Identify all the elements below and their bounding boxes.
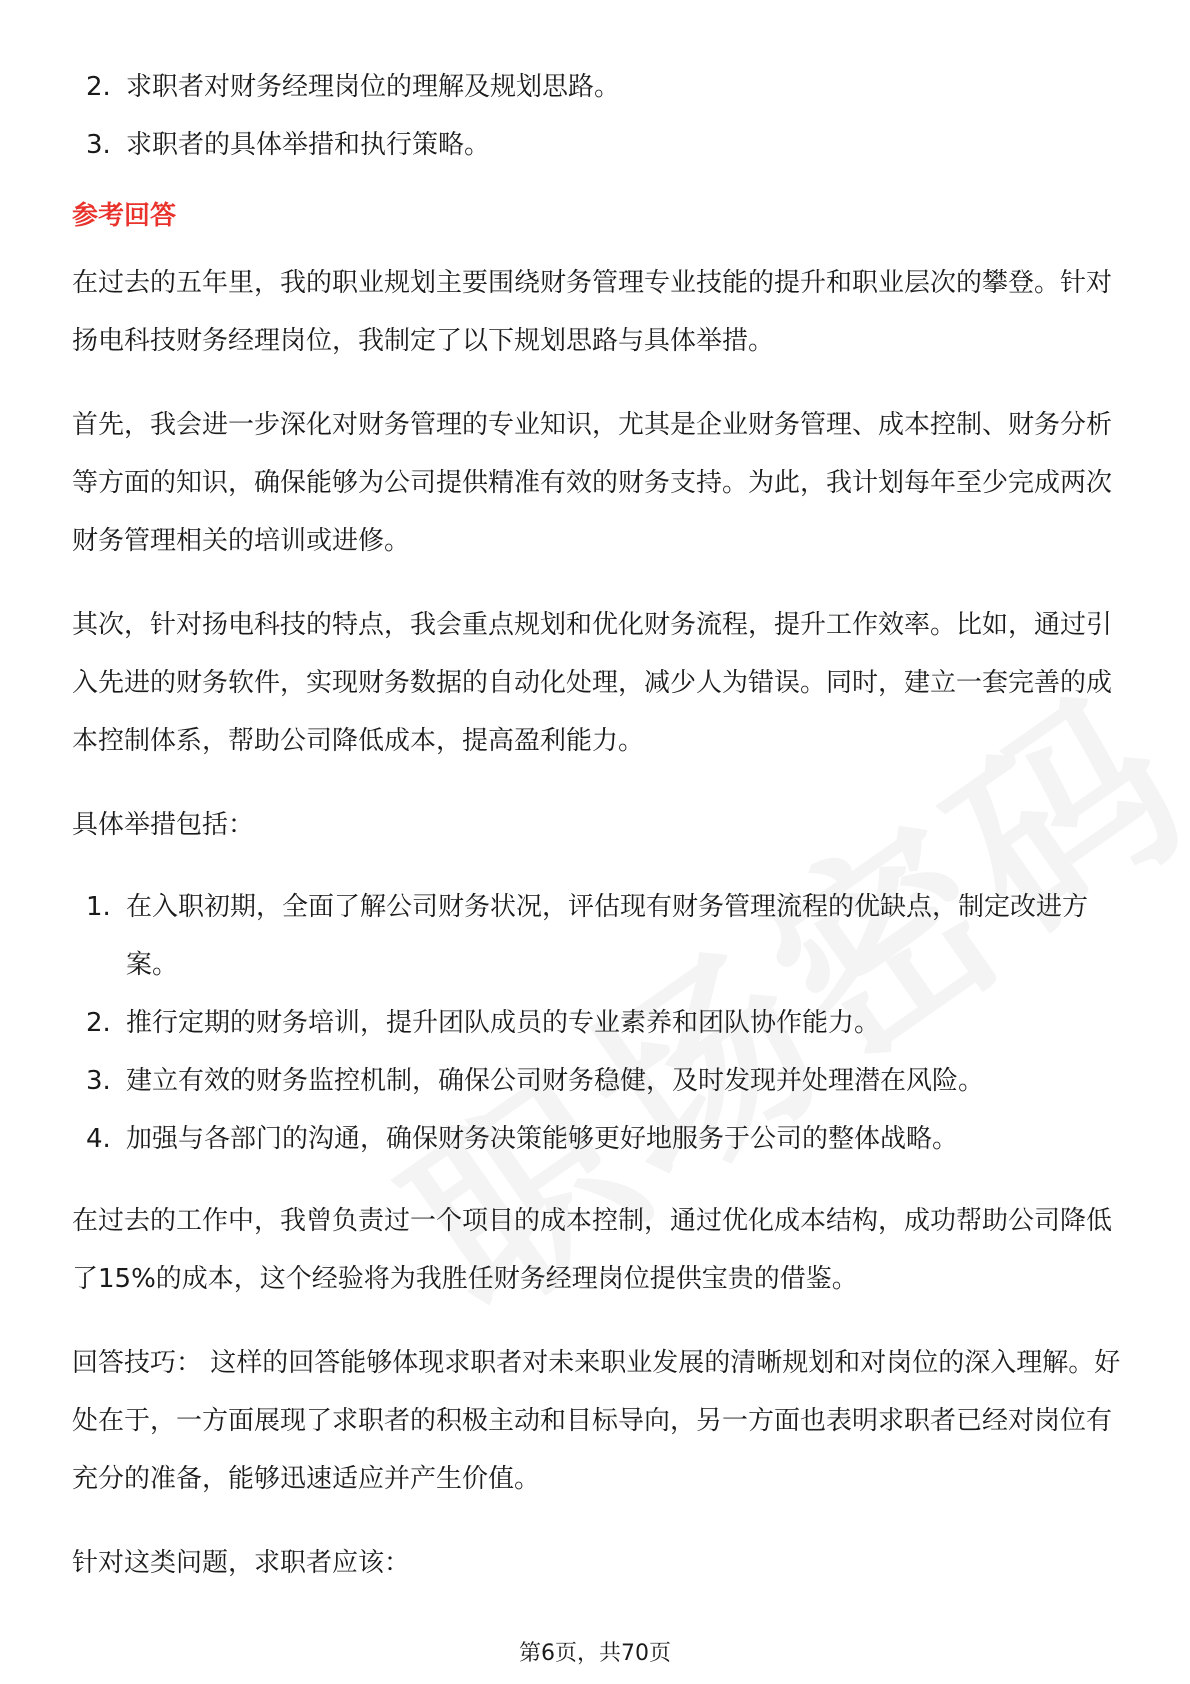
list-item: [72, 878, 1122, 994]
list-item-number: 2.: [86, 72, 111, 102]
list-item-text: 在入职初期，全面了解公司财务状况，评估现有财务管理流程的优缺点，制定改进方案。: [126, 892, 1089, 980]
list-item: [72, 994, 1122, 1052]
answer-heading: 参考回答: [72, 201, 177, 231]
page-content: [72, 58, 1122, 1592]
list-item: [72, 1052, 1122, 1110]
list-item: [72, 58, 1122, 116]
paragraph-closing: 针对这类问题，求职者应该：: [72, 1548, 411, 1578]
measures-list: [72, 878, 1122, 1168]
list-item-number: 3.: [86, 1066, 111, 1096]
paragraph-measures-intro: 具体举措包括：: [72, 810, 255, 840]
intro-list: [72, 58, 1122, 174]
list-item-number: 3.: [86, 130, 111, 160]
list-item-number: 1.: [86, 892, 111, 922]
list-item-text: 建立有效的财务监控机制，确保公司财务稳健，及时发现并处理潜在风险。: [126, 1066, 985, 1096]
list-item-text: 加强与各部门的沟通，确保财务决策能够更好地服务于公司的整体战略。: [126, 1124, 959, 1154]
paragraph-second: 其次，针对扬电科技的特点，我会重点规划和优化财务流程，提升工作效率。比如，通过引入先进的财务软件，实现财务数据的自动化处理，减少人为错误。同时，建立一套完善的成本控制体系，帮助公司降低成本，提高盈利能力。: [72, 610, 1113, 756]
paragraph-experience: 在过去的工作中，我曾负责过一个项目的成本控制，通过优化成本结构，成功帮助公司降低了15%的成本，这个经验将为我胜任财务经理岗位提供宝贵的借鉴。: [72, 1206, 1113, 1294]
page-footer: 第6页，共70页: [519, 1641, 671, 1666]
list-item: [72, 116, 1122, 174]
list-item-text: 求职者对财务经理岗位的理解及规划思路。: [126, 72, 621, 102]
paragraph-intro: 在过去的五年里，我的职业规划主要围绕财务管理专业技能的提升和职业层次的攀登。针对扬电科技财务经理岗位，我制定了以下规划思路与具体举措。: [72, 268, 1113, 356]
list-item: [72, 1110, 1122, 1168]
list-item-number: 4.: [86, 1124, 111, 1154]
list-item-text: 求职者的具体举措和执行策略。: [126, 130, 491, 160]
list-item-number: 2.: [86, 1008, 111, 1038]
paragraph-tips: 回答技巧： 这样的回答能够体现求职者对未来职业发展的清晰规划和对岗位的深入理解。好处在于，一方面展现了求职者的积极主动和目标导向，另一方面也表明求职者已经对岗位有充分的准备，能够迅速适应并产生价值。: [72, 1348, 1121, 1494]
paragraph-first: 首先，我会进一步深化对财务管理的专业知识，尤其是企业财务管理、成本控制、财务分析等方面的知识，确保能够为公司提供精准有效的财务支持。为此，我计划每年至少完成两次财务管理相关的培训或进修。: [72, 410, 1113, 556]
list-item-text: 推行定期的财务培训，提升团队成员的专业素养和团队协作能力。: [126, 1008, 881, 1038]
